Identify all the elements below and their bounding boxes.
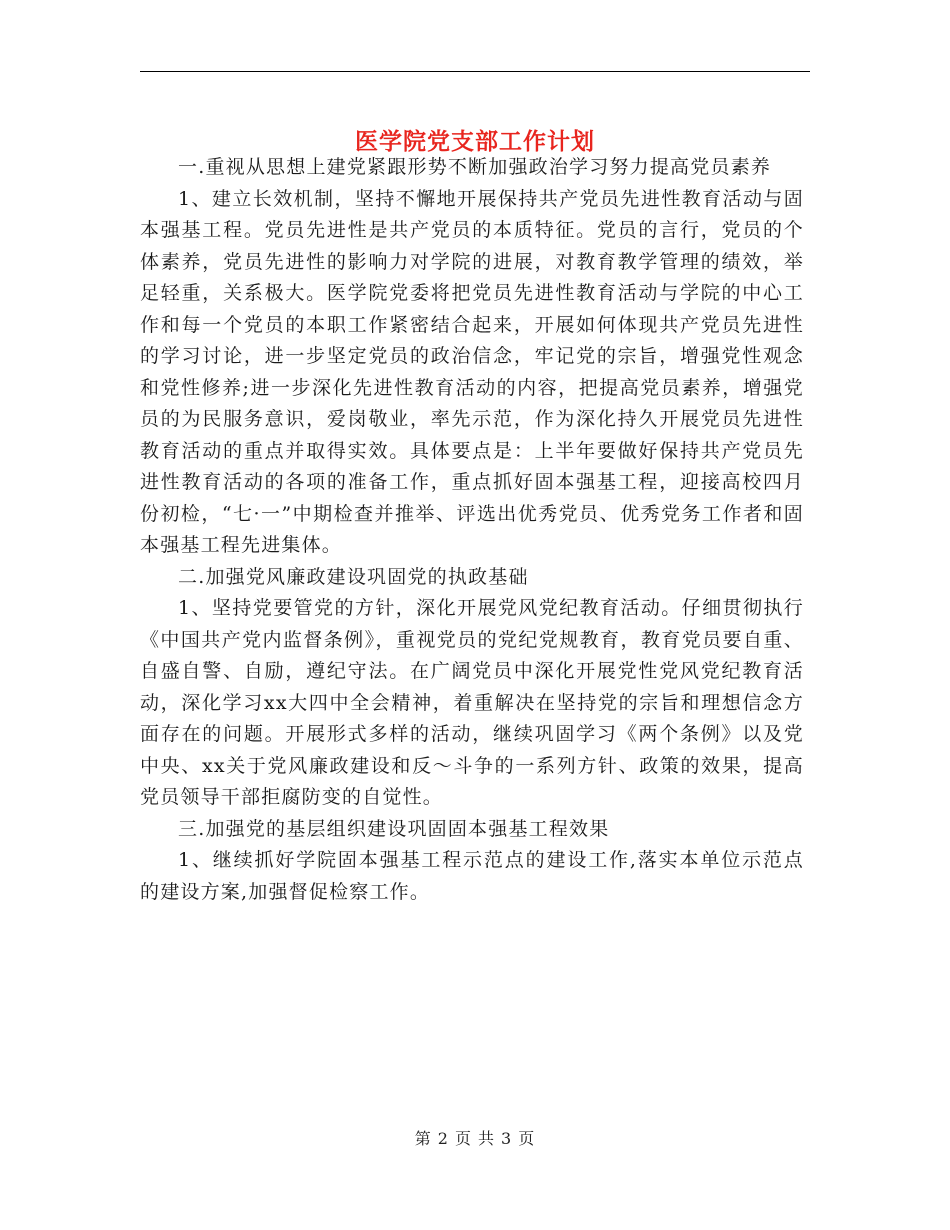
header-rule: [140, 71, 810, 72]
footer-suffix: 页: [518, 1129, 536, 1148]
section-heading-3: 三.加强党的基层组织建设巩固固本强基工程效果: [178, 817, 610, 840]
section-heading-1: 一.重视从思想上建党紧跟形势不断加强政治学习努力提高党员素养: [178, 156, 772, 178]
paragraph-2-1: 1、坚持党要管党的方针，深化开展党风党纪教育活动。仔细贯彻执行《中国共产党内监督条例》，重视党员的党纪党规教育，教育党员要自重、自盛自警、自励，遵纪守法。在广阔党员中深化开展党性党风党纪教育活动，深化学习xx大四中全会精神，着重解决在坚持党的宗旨和理想信念方面存在的问题。开展形式多样的活动，继续巩固学习《两个条例》以及党中央、xx关于党风廉政建设和反～斗争的一系列方针、政策的效果，提高党员领导干部拒腐防变的自觉性。: [140, 597, 804, 808]
footer-prefix: 第: [414, 1129, 432, 1148]
page-total: 3: [501, 1129, 513, 1148]
document-title: 医学院党支部工作计划: [355, 129, 595, 156]
document-body: [140, 152, 804, 908]
page-number: 2: [437, 1129, 449, 1148]
section-heading-2: 二.加强党风廉政建设巩固党的执政基础: [178, 565, 529, 588]
paragraph-3-1: 1、继续抓好学院固本强基工程示范点的建设工作,落实本单位示范点的建设方案,加强督促检察工作。: [140, 849, 804, 903]
footer-middle: 页 共: [454, 1129, 496, 1148]
page-footer: [0, 1126, 950, 1149]
paragraph-1-1: 1、建立长效机制，坚持不懈地开展保持共产党员先进性教育活动与固本强基工程。党员先进性是共产党员的本质特征。党员的言行，党员的个体素养，党员先进性的影响力对学院的进展，对教育教学管理的绩效，举足轻重，关系极大。医学院党委将把党员先进性教育活动与学院的中心工作和每一个党员的本职工作紧密结合起来，开展如何体现共产党员先进性的学习讨论，进一步坚定党员的政治信念，牢记党的宗旨，增强党性观念和党性修养;进一步深化先进性教育活动的内容，把提高党员素养，增强党员的为民服务意识，爱岗敬业，率先示范，作为深化持久开展党员先进性教育活动的重点并取得实效。具体要点是：上半年要做好保持共产党员先进性教育活动的各项的准备工作，重点抓好固本强基工程，迎接高校四月份初检，“七·一”中期检查并推举、评选出优秀党员、优秀党务工作者和固本强基工程先进集体。: [140, 187, 804, 556]
